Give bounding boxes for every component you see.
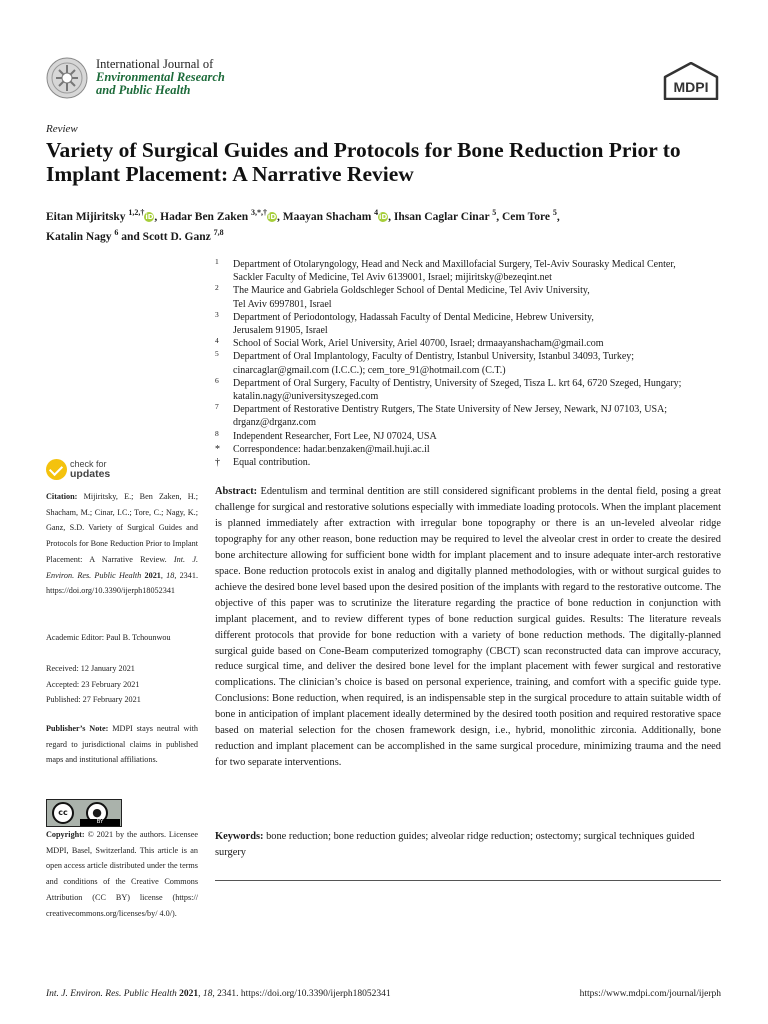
affiliation-marker: 1	[215, 257, 219, 266]
journal-name-line1: International Journal of	[96, 57, 214, 71]
author-affiliation-marker: 7,8	[213, 227, 224, 237]
published-date: Published: 27 February 2021	[46, 695, 141, 705]
paper-title: Variety of Surgical Guides and Protocols for Bone Reduction Prior to Implant Placement: A Narrative Review	[46, 138, 681, 186]
affiliation-marker: 4	[215, 336, 219, 346]
author-name: Katalin Nagy	[46, 230, 112, 243]
footer-journal: Int. J. Environ. Res. Public Health	[46, 989, 177, 999]
affiliation-marker: 3	[215, 309, 219, 319]
affiliation-marker: 8	[215, 428, 219, 438]
author-name: Hadar Ben Zaken	[160, 210, 249, 223]
article-type: Review	[46, 123, 78, 135]
affiliation-line: Sackler Faculty of Medicine, Tel Aviv 6139001, Israel; mijiritsky@bezeqint.net	[233, 272, 552, 284]
copyright-block	[46, 827, 198, 921]
author-list	[46, 205, 726, 245]
citation-text: Mijiritsky, E.; Ben Zaken, H.; Shacham, M.; Cinar, I.C.; Tore, C.; Nagy, K.; Ganz, S.D. Variety of Surgical Guides and Protocols for Bone Reduction Prior to Implant Placement: A Narrative Review.	[46, 492, 198, 564]
journal-logo-icon	[46, 57, 88, 99]
citation-label: Citation:	[46, 492, 78, 501]
affiliation-line: Department of Periodontology, Hadassah Faculty of Dental Medicine, Hebrew University,	[233, 311, 594, 323]
check-for-label: check for	[70, 459, 107, 469]
section-divider	[215, 880, 721, 881]
author-affiliation-marker: 6	[114, 227, 119, 237]
mdpi-logo	[662, 62, 720, 100]
affiliation-line: Equal contribution.	[233, 457, 311, 469]
attribution-person-icon: ●	[86, 802, 108, 824]
author-affiliation-marker: 4	[374, 208, 379, 217]
affiliation-marker: 6	[215, 375, 219, 385]
journal-name	[96, 58, 225, 97]
citation-volume: 18	[166, 570, 175, 580]
updates-label: updates	[70, 468, 111, 480]
author-affiliation-marker: 1,2,†	[128, 208, 145, 217]
author-separator: ,	[277, 210, 283, 223]
publisher-note-label: Publisher’s Note:	[46, 724, 109, 733]
author-separator: ,	[388, 210, 394, 223]
affiliation-marker: †	[215, 457, 220, 469]
affiliation-line: The Maurice and Gabriela Goldschleger School of Dental Medicine, Tel Aviv University,	[233, 285, 590, 297]
dates-block	[46, 661, 198, 708]
accepted-date: Accepted: 23 February 2021	[46, 679, 140, 689]
keywords-text: bone reduction; bone reduction guides; alveolar ridge reduction; ostectomy; surgical techniques guided surgery	[215, 831, 695, 858]
author-separator: ,	[154, 210, 161, 223]
publisher-note-text: MDPI stays neutral with regard to jurisdictional claims in published maps and institutional affiliations.	[46, 724, 199, 765]
author-separator: and	[118, 230, 143, 243]
affiliation-item	[215, 284, 725, 310]
received-date: Received: 12 January 2021	[46, 664, 135, 673]
keywords-label: Keywords:	[215, 831, 264, 842]
affiliation-item	[215, 258, 725, 284]
author-affiliation-marker: 3,*,†	[251, 208, 268, 217]
author-name: Maayan Shacham	[282, 210, 372, 223]
affiliation-line: katalin.nagy@universityszeged.com	[233, 391, 379, 403]
affiliation-marker: 5	[215, 349, 219, 359]
author-name: Ihsan Caglar Cinar	[393, 210, 490, 223]
abstract-label: Abstract:	[215, 486, 258, 497]
affiliation-item	[215, 403, 725, 429]
copyright-text: © 2021 by the authors. Licensee MDPI, Basel, Switzerland. This article is an open access article distributed under the terms and conditions of the Creative Commons Attribution (CC BY) license (https:// creativecommons.org/licenses/by/ 4.0/).	[46, 830, 199, 918]
affiliation-line: cinarcaglar@gmail.com (I.C.C.); cem_tore_91@hotmail.com (C.T.)	[233, 364, 506, 376]
cc-by-license-badge[interactable]	[46, 799, 122, 827]
by-label: BY	[80, 819, 120, 826]
mdpi-logo-text: MDPI	[673, 79, 709, 95]
journal-name-line2: Environmental Research	[96, 70, 225, 84]
citation-block: Citation: Mijiritsky, E.; Ben Zaken, H.; Shacham, M.; Cinar, I.C.; Tore, C.; Nagy, K.; Ganz, S.D. Variety of Surgical Guides and Protocols for Bone Reduction Prior to Implant Placement: A Narrative Review. Int. J. Environ. Res. Public Health 2021, 18, 2341. https://doi.org/10.3390/ijerph18052341	[46, 492, 199, 596]
author-name: Scott D. Ganz	[142, 230, 211, 243]
author-separator: ,	[496, 210, 502, 223]
abstract	[215, 484, 721, 771]
abstract-text: Edentulism and terminal dentition are still considered significant problems in the dental field, posing a great challenge for surgical and restorative solutions especially with immediate loading protocols. When the implant placement is planned immediately after extraction with irregular bone topography or there is an un-leveled alveolar ridge topography for any other reason, bone reduction may be required to level the alveolar crest in order to create the desired bone architecture allowing for sufficient bone width for implant placement and to insure adequate inter-arch restorative space. Bone reduction protocols exist in analog and digitally planned methodologies, with or without surgical guides to achieve the desired bone level based upon the desired position of the implants with regard to the restorative outcome. The objective of this paper was to scrutinize the literature regarding the practice of bone reduction in conjunction with implant placement, and to review different types of bone reduction surgical guides. Results: The literature reveals different protocols that provide for bone reduction with a variety of bone reduction methods. The digitally-planned surgical guide based on Cone-Beam computerized tomography (CBCT) scan reconstructed data can improve accuracy, reduce surgical time, and deliver the desired bone level for the implant placement with fewer surgical and restorative complications. The clinician’s choice is based on personal experience, training, and comfort with a specific guide type. Conclusions: Bone reduction, when required, is an indispensable step in the surgical procedure to attain suitable width of bone in anticipation of implant placement ideally determined by the desired tooth position and required restorative space based on material selection for the chosen framework design, i.e., hybrid, monolithic zirconia. Additionally, bone reduction and implant placement can be accomplished in the same surgical procedure, minimizing trauma and the need for two separate interventions.	[215, 486, 721, 769]
affiliation-item	[215, 311, 725, 337]
affiliation-line: Independent Researcher, Fort Lee, NJ 07024, USA	[233, 430, 437, 442]
affiliation-item	[215, 337, 725, 350]
affiliation-line: Department of Restorative Dentistry Rutgers, The State University of New Jersey, Newark, NJ 07103, USA;	[233, 404, 668, 416]
author-affiliation-marker: 5	[552, 208, 557, 217]
orcid-icon[interactable]: iD	[379, 212, 388, 221]
author-separator: ,	[556, 210, 560, 223]
journal-name-line3: and Public Health	[96, 83, 191, 97]
footer-year: 2021	[179, 989, 199, 999]
academic-editor: Academic Editor: Paul B. Tchounwou	[46, 633, 171, 642]
affiliation-marker: 2	[215, 283, 219, 293]
checkmark-icon	[46, 459, 67, 480]
orcid-icon[interactable]: iD	[145, 212, 154, 221]
check-for-updates-button[interactable]	[46, 459, 136, 481]
footer-doi[interactable]: , 2341. https://doi.org/10.3390/ijerph18052341	[212, 989, 391, 999]
citation-year: 2021	[144, 570, 161, 580]
affiliation-marker: 7	[215, 402, 219, 412]
affiliation-line: Department of Oral Surgery, Faculty of Dentistry, University of Szeged, Tisza L. krt 64, 6720 Szeged, Hungary;	[233, 377, 682, 389]
affiliation-item	[215, 430, 725, 443]
affiliation-item	[215, 377, 725, 403]
affiliation-line: Department of Otolaryngology, Head and Neck and Maxillofacial Surgery, Tel-Aviv Sourasky Medical Center,	[233, 259, 676, 270]
copyright-label: Copyright:	[46, 830, 85, 839]
publisher-note	[46, 721, 198, 768]
author-name: Cem Tore	[501, 210, 550, 223]
affiliation-item	[215, 443, 725, 456]
affiliation-line: drganz@drganz.com	[233, 417, 316, 429]
footer-journal-url[interactable]: https://www.mdpi.com/journal/ijerph	[579, 989, 721, 999]
affiliation-item	[215, 456, 725, 469]
citation-journal: Int. J. Environ. Res. Public Health	[46, 554, 199, 580]
affiliations-list	[215, 258, 725, 469]
author-name: Eitan Mijiritsky	[46, 210, 126, 223]
citation-doi[interactable]: , 2341. https://doi.org/10.3390/ijerph18052341	[46, 570, 199, 596]
footer-citation: Int. J. Environ. Res. Public Health 2021, 18, 2341. https://doi.org/10.3390/ijerph18052341	[46, 989, 391, 999]
affiliation-marker: *	[215, 443, 220, 455]
affiliation-line: Jerusalem 91905, Israel	[233, 325, 328, 337]
creative-commons-icon: cc	[52, 802, 74, 824]
footer-volume: 18	[202, 989, 213, 999]
affiliation-line: School of Social Work, Ariel University, Ariel 40700, Israel; drmaayanshacham@gmail.com	[233, 338, 604, 350]
author-affiliation-marker: 5	[492, 208, 497, 217]
keywords	[215, 829, 721, 861]
affiliation-line: Correspondence: hadar.benzaken@mail.huji.ac.il	[233, 443, 430, 455]
affiliation-line: Department of Oral Implantology, Faculty of Dentistry, Istanbul University, Istanbul 34093, Turkey;	[233, 351, 635, 363]
affiliation-line: Tel Aviv 6997801, Israel	[233, 298, 332, 310]
affiliation-item	[215, 350, 725, 376]
orcid-icon[interactable]: iD	[267, 212, 277, 221]
